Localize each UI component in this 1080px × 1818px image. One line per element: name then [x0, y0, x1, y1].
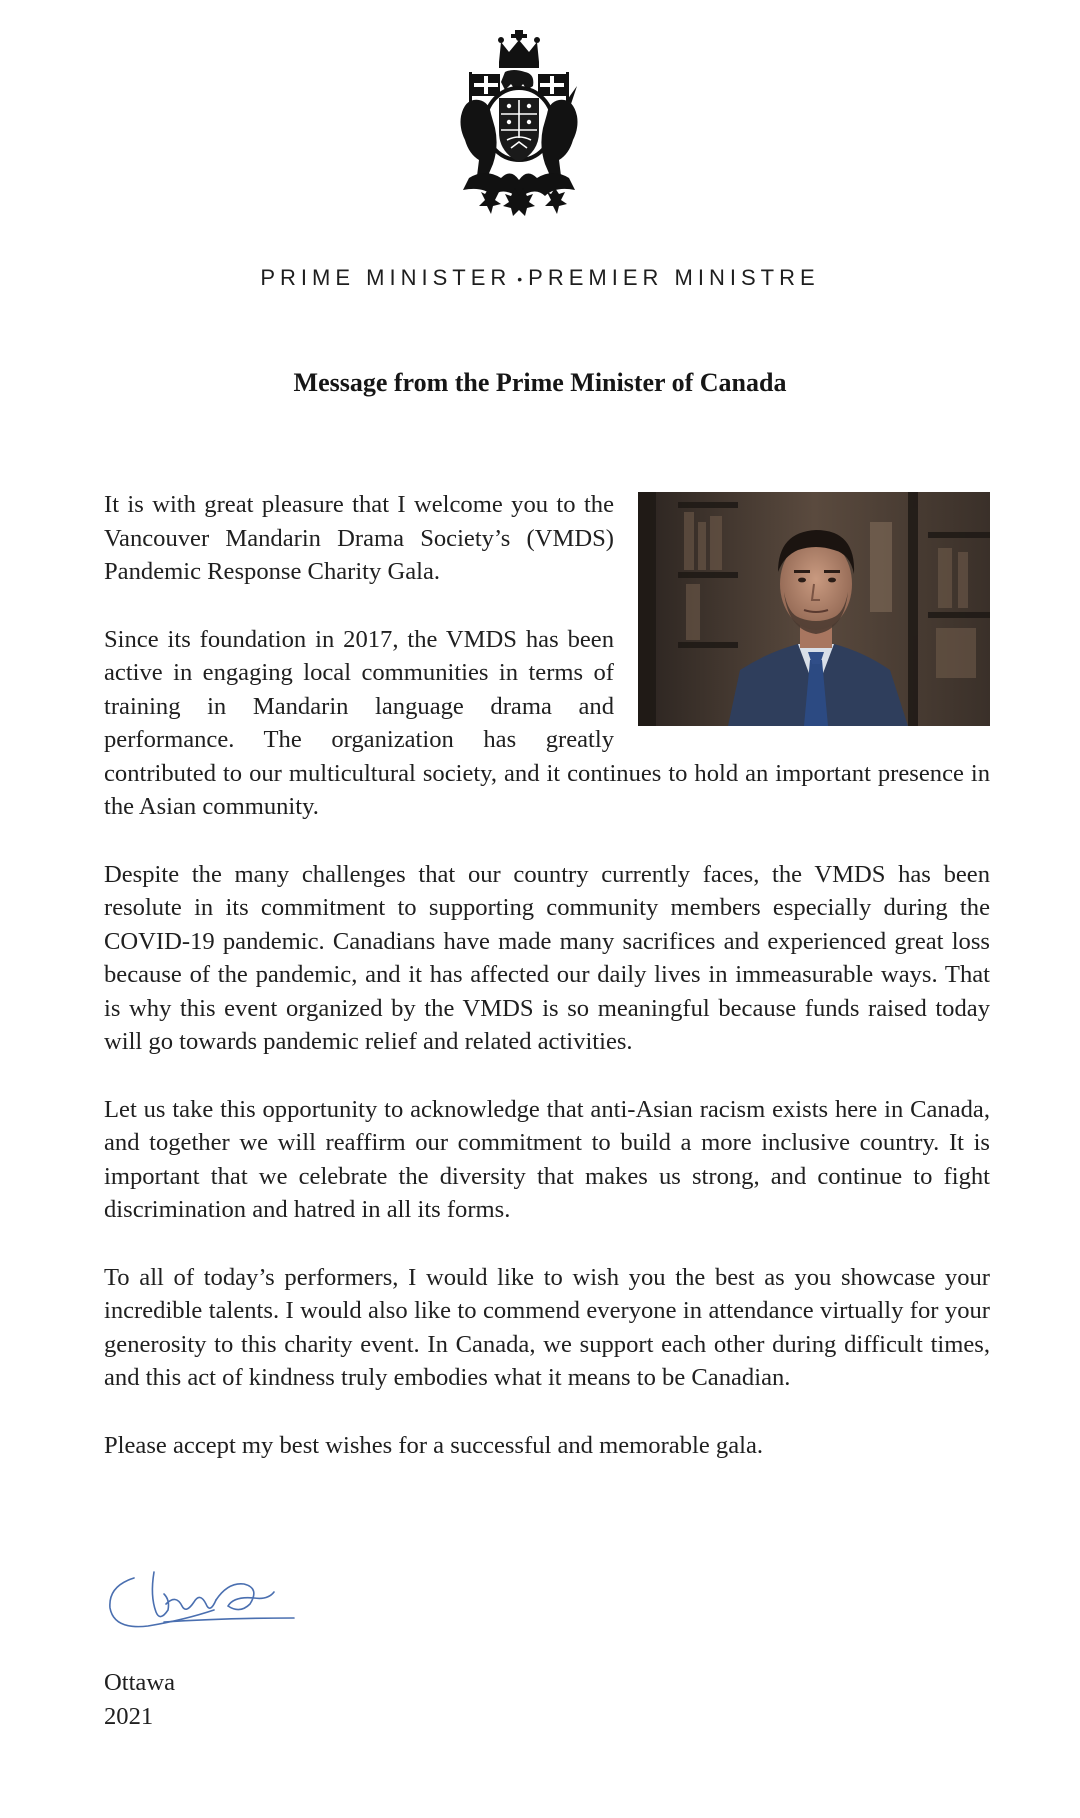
closing-city: Ottawa: [104, 1669, 176, 1696]
letter-body: [104, 488, 990, 1496]
paragraph-4: Let us take this opportunity to acknowledge that anti-Asian racism exists here in Canada, and together we will reaffirm our commitment to build a more inclusive country. It is important that we celebrate the diversity that makes us strong, and continue to fight discrimination and hatred in all its forms.: [104, 1095, 990, 1223]
letter-title: Message from the Prime Minister of Canada: [293, 368, 787, 397]
coat-of-arms-icon: [455, 28, 583, 218]
office-title-french: PREMIER MINISTRE: [528, 265, 820, 290]
portrait-photo: [638, 492, 990, 726]
paragraph-5: To all of today’s performers, I would like to wish you the best as you showcase your incredible talents. I would also like to commend everyone in attendance virtually for your generosity to this charity event. In Canada, we support each other during difficult times, and this act of kindness truly embodies what it means to be Canadian.: [104, 1263, 990, 1391]
paragraph-2: Since its foundation in 2017, the VMDS has been active in engaging local communities in terms of training in Mandarin language drama and performance. The organization has greatly contributed to our multicultural society, and it continues to hold an important presence in the Asian community.: [104, 625, 990, 820]
office-header: [0, 265, 1080, 291]
paragraph-6: Please accept my best wishes for a successful and memorable gala.: [104, 1431, 764, 1459]
paragraph-1: It is with great pleasure that I welcome you to the Vancouver Mandarin Drama Society’s (VMDS) Pandemic Response Charity Gala.: [104, 491, 614, 585]
closing-year: 2021: [104, 1703, 154, 1730]
paragraph-3: Despite the many challenges that our country currently faces, the VMDS has been resolute in its commitment to supporting community members especially during the COVID-19 pandemic. Canadians have made many sacrifices and experienced great loss because of the pandemic, and it has affected our daily lives in immeasurable ways. That is why this event organized by the VMDS is so meaningful because funds raised today will go towards pandemic relief and related activities.: [104, 860, 990, 1055]
handwritten-signature: [104, 1560, 304, 1640]
closing-block: [104, 1666, 175, 1734]
office-title-english: PRIME MINISTER: [260, 265, 512, 290]
office-separator: •: [517, 271, 523, 288]
